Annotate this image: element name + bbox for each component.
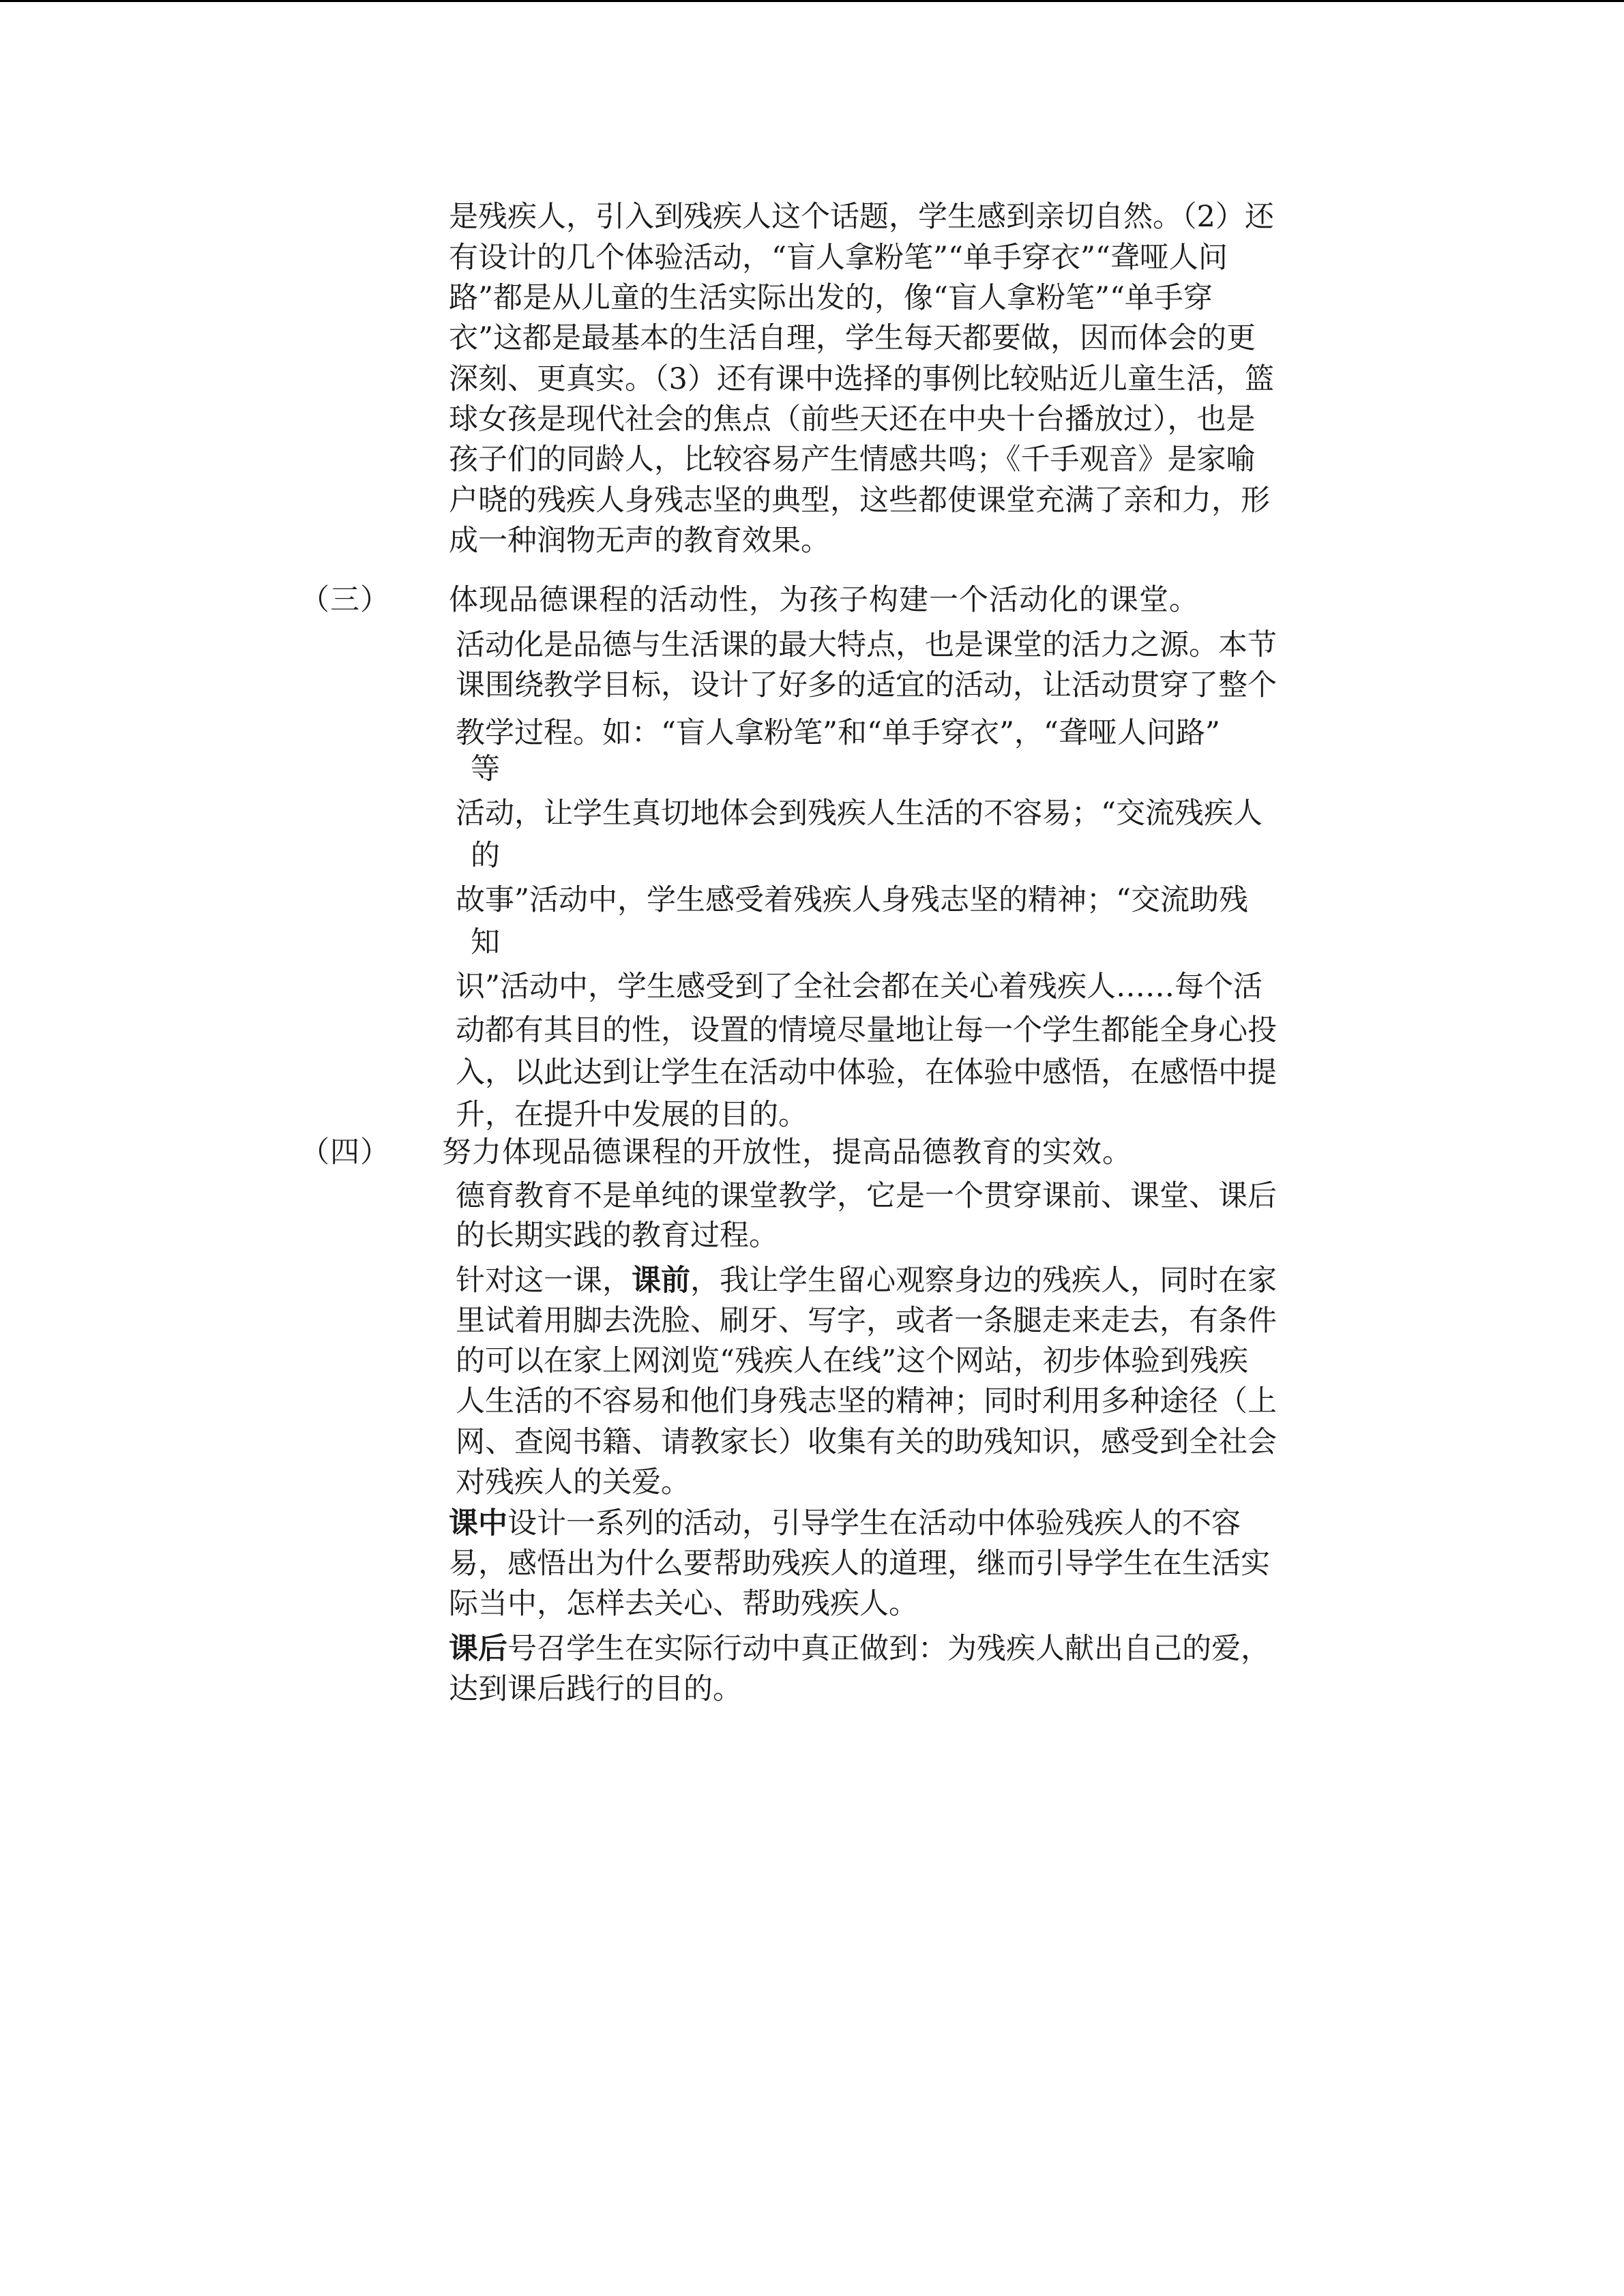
text-line: 的可以在家上网浏览“残疾人在线”这个网站，初步体验到残疾	[456, 1344, 1248, 1378]
text-line: 际当中，怎样去关心、帮助残疾人。	[449, 1587, 918, 1621]
text-line: 孩子们的同龄人，比较容易产生情感共鸣；《千手观音》是家喻	[449, 443, 1256, 477]
text-line: 的长期实践的教育过程。	[456, 1219, 778, 1253]
during-class-line	[449, 1503, 1241, 1544]
text-line: 里试着用脚去洗脸、刷牙、写字，或者一条腿走来走去，有条件	[456, 1304, 1277, 1338]
text-line: 升，在提升中发展的目的。	[456, 1098, 808, 1132]
text-line: 成一种润物无声的教育效果。	[449, 524, 830, 558]
text-line: 动都有其目的性，设置的情境尽量地让每一个学生都能全身心投	[456, 1013, 1277, 1047]
text-line: 球女孩是现代社会的焦点（前些天还在中央十台播放过），也是	[449, 402, 1256, 436]
text-span: 设计一系列的活动，引导学生在活动中体验残疾人的不容	[507, 1506, 1241, 1540]
text-line: 有设计的几个体验活动，“盲人拿粉笔”“单手穿衣”“聋哑人问	[449, 241, 1228, 275]
text-line: 户晓的残疾人身残志坚的典型，这些都使课堂充满了亲和力，形	[449, 483, 1270, 518]
text-line: 深刻、更真实。（3）还有课中选择的事例比较贴近儿童生活，篮	[449, 362, 1274, 396]
text-line: 易，感悟出为什么要帮助残疾人的道理，继而引导学生在生活实	[449, 1547, 1270, 1581]
text-line: 达到课后践行的目的。	[449, 1672, 742, 1706]
section3-number: （三）	[300, 583, 390, 617]
during-class-label: 课中	[449, 1506, 507, 1540]
text-line: 德育教育不是单纯的课堂教学，它是一个贯穿课前、课堂、课后	[456, 1179, 1277, 1213]
text-line: 教学过程。如：“盲人拿粉笔”和“单手穿衣”，“聋哑人问路”	[456, 716, 1220, 750]
text-line: 课围绕教学目标，设计了好多的适宜的活动，让活动贯穿了整个	[456, 668, 1277, 702]
text-line: 等	[471, 752, 500, 786]
text-line: 对残疾人的关爱。	[456, 1465, 690, 1500]
text-line: 网、查阅书籍、请教家长）收集有关的助残知识，感受到全社会	[456, 1425, 1277, 1459]
text-span: 号召学生在实际行动中真正做到：为残疾人献出自己的爱，	[507, 1632, 1270, 1666]
text-line: 衣”这都是最基本的生活自理，学生每天都要做，因而体会的更	[449, 321, 1256, 355]
section4-number: （四）	[300, 1135, 390, 1169]
text-line: 入，以此达到让学生在活动中体验，在体验中感悟，在感悟中提	[456, 1056, 1277, 1090]
before-class-line	[456, 1260, 1277, 1301]
after-class-label: 课后	[449, 1632, 507, 1666]
text-line: 活动化是品德与生活课的最大特点，也是课堂的活力之源。本节	[456, 628, 1277, 662]
text-span: 针对这一课，	[456, 1264, 632, 1298]
text-line: 的	[471, 839, 500, 873]
after-class-line	[449, 1628, 1270, 1669]
text-line: 活动，让学生真切地体会到残疾人生活的不容易；“交流残疾人	[456, 796, 1263, 831]
before-class-label: 课前	[632, 1264, 690, 1298]
page-top-border	[0, 0, 1624, 2]
text-line: 识”活动中，学生感受到了全社会都在关心着残疾人……每个活	[456, 970, 1263, 1004]
text-span: ，我让学生留心观察身边的残疾人，同时在家	[690, 1264, 1277, 1298]
text-line: 故事”活动中，学生感受着残疾人身残志坚的精神；“交流助残	[456, 883, 1248, 917]
text-line: 是残疾人，引入到残疾人这个话题，学生感到亲切自然。（2）还	[449, 200, 1274, 234]
text-line: 路”都是从儿童的生活实际出发的，像“盲人拿粉笔”“单手穿	[449, 281, 1213, 315]
text-line: 知	[471, 925, 500, 959]
text-line: 人生活的不容易和他们身残志坚的精神；同时利用多种途径（上	[456, 1384, 1277, 1418]
section4-heading: 努力体现品德课程的开放性，提高品德教育的实效。	[442, 1135, 1132, 1169]
section3-heading: 体现品德课程的活动性，为孩子构建一个活动化的课堂。	[449, 583, 1199, 617]
